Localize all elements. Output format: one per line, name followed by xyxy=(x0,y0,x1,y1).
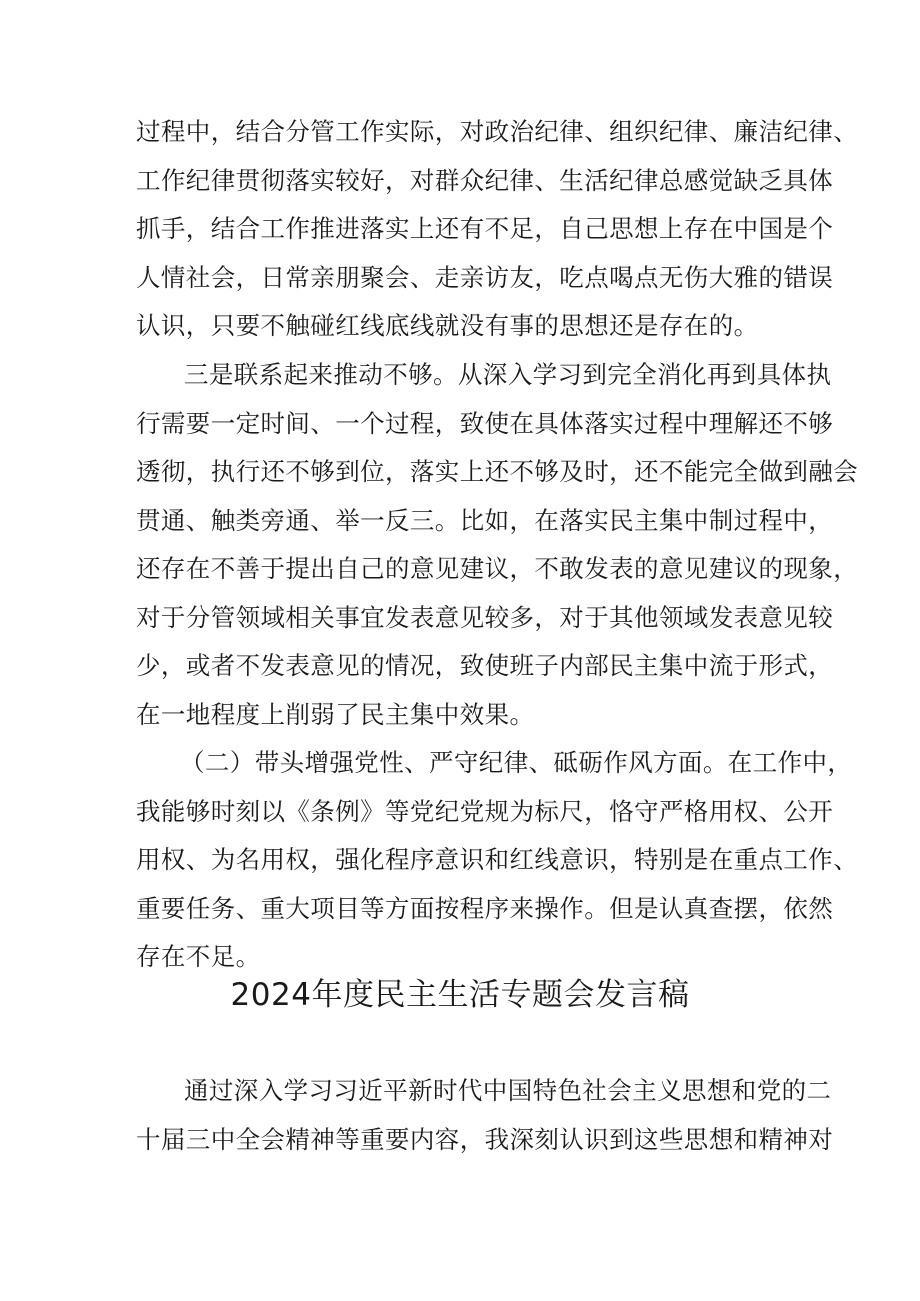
paragraph-line: 工作纪律贯彻落实较好，对群众纪律、生活纪律总感觉缺乏具体 xyxy=(136,166,834,195)
paragraph-line: 透彻，执行还不够到位，落实上还不够及时，还不能完全做到融会 xyxy=(136,457,859,486)
paragraph-line: 行需要一定时间、一个过程，致使在具体落实过程中理解还不够 xyxy=(136,409,834,438)
paragraph-line: 存在不足。 xyxy=(136,942,261,971)
paragraph-line: 少，或者不发表意见的情况，致使班子内部民主集中流于形式， xyxy=(136,651,834,680)
paragraph-line: 在一地程度上削弱了民主集中效果。 xyxy=(136,700,535,729)
document-title: 2024年度民主生活专题会发言稿 xyxy=(230,977,690,1013)
paragraph-line: 对于分管领域相关事宜发表意见较多，对于其他领域发表意见较 xyxy=(136,603,834,632)
paragraph-line: 人情社会，日常亲朋聚会、走亲访友，吃点喝点无伤大雅的错误 xyxy=(136,263,834,292)
paragraph-line: 三是联系起来推动不够。从深入学习到完全消化再到具体执 xyxy=(184,360,832,389)
paragraph-line: 通过深入学习习近平新时代中国特色社会主义思想和党的二 xyxy=(184,1076,832,1105)
paragraph-line: 还存在不善于提出自己的意见建议，不敢发表的意见建议的现象， xyxy=(136,554,859,583)
paragraph-line: 重要任务、重大项目等方面按程序来操作。但是认真查摆，依然 xyxy=(136,894,834,923)
paragraph-line: 用权、为名用权，强化程序意识和红线意识，特别是在重点工作、 xyxy=(136,845,859,874)
paragraph-line: 认识，只要不触碰红线底线就没有事的思想还是存在的。 xyxy=(136,311,759,340)
paragraph-line: （二）带头增强党性、严守纪律、砥砺作风方面。在工作中， xyxy=(180,748,853,777)
paragraph-line: 过程中，结合分管工作实际，对政治纪律、组织纪律、廉洁纪律、 xyxy=(136,117,859,146)
paragraph-line: 我能够时刻以《条例》等党纪党规为标尺，恪守严格用权、公开 xyxy=(136,797,834,826)
paragraph-line: 贯通、触类旁通、举一反三。比如，在落实民主集中制过程中， xyxy=(136,506,834,535)
paragraph-line: 十届三中全会精神等重要内容，我深刻认识到这些思想和精神对 xyxy=(136,1125,834,1154)
paragraph-line: 抓手，结合工作推进落实上还有不足，自己思想上存在中国是个 xyxy=(136,214,834,243)
